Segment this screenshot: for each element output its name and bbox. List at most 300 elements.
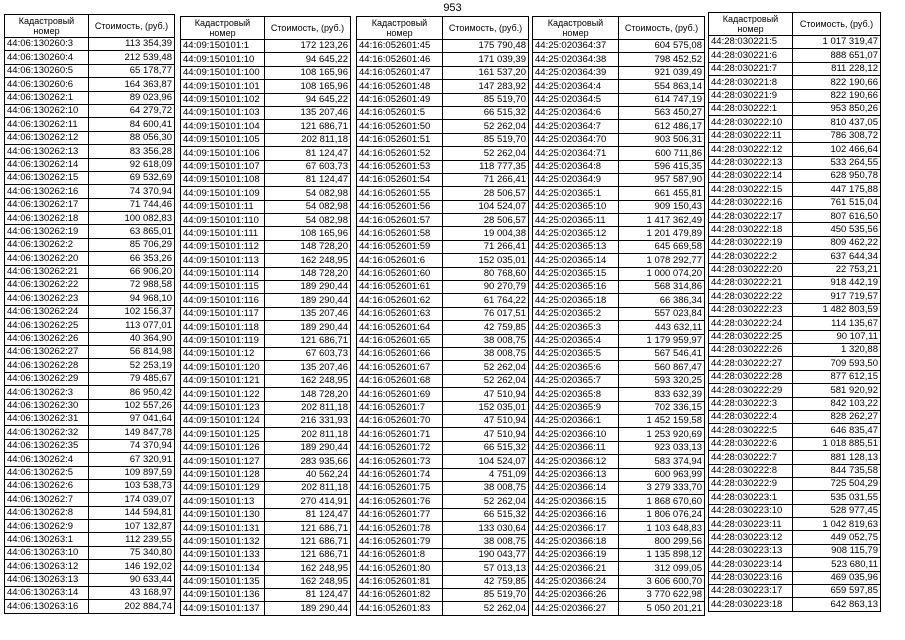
table-row [181, 575, 351, 588]
cost-cell: 67 320,91 [89, 453, 175, 466]
cost-cell: 81 124,47 [265, 508, 351, 521]
cadastral-number-cell: 44:09:150101:129 [181, 481, 265, 494]
cost-cell: 881 128,13 [793, 451, 881, 464]
cost-cell: 807 616,50 [793, 210, 881, 223]
cost-cell: 1 868 670,60 [619, 495, 705, 508]
cadastral-number-cell: 44:25:020366:13 [533, 468, 619, 481]
cadastral-number-cell: 44:25:020366:26 [533, 589, 619, 602]
table-row [5, 91, 175, 104]
cadastral-number-cell: 44:09:150101:104 [181, 120, 265, 133]
cadastral-number-cell: 44:09:150101:13 [181, 495, 265, 508]
table-row [709, 250, 881, 263]
cadastral-number-cell: 44:06:130262:9 [5, 520, 89, 533]
cost-cell: 47 510,94 [443, 428, 529, 441]
cadastral-number-cell: 44:28:030222:15 [709, 183, 793, 196]
cadastral-number-cell: 44:16:052601:8 [357, 548, 443, 561]
table-row [181, 361, 351, 374]
cost-cell: 557 023,84 [619, 307, 705, 320]
table-row [533, 495, 705, 508]
table-row [181, 321, 351, 334]
cost-cell: 40 562,24 [265, 468, 351, 481]
cost-cell: 888 651,07 [793, 49, 881, 62]
table-row [533, 133, 705, 146]
cadastral-number-cell: 44:28:030222:10 [709, 116, 793, 129]
cost-cell: 52 262,04 [443, 120, 529, 133]
cadastral-number-cell: 44:28:030222:17 [709, 210, 793, 223]
table-row [357, 160, 529, 173]
table-row [533, 575, 705, 588]
table-row [533, 120, 705, 133]
table-row [709, 143, 881, 156]
table-row [181, 227, 351, 240]
table-row [181, 106, 351, 119]
table-row [709, 585, 881, 598]
cadastre-table [4, 14, 175, 614]
cadastral-number-cell: 44:16:052601:74 [357, 468, 443, 481]
cost-cell: 957 587,90 [619, 173, 705, 186]
table-row [5, 426, 175, 439]
table-row [533, 267, 705, 280]
table-row [5, 386, 175, 399]
cadastral-number-cell: 44:09:150101:100 [181, 66, 265, 79]
cadastral-number-cell: 44:28:030223:13 [709, 544, 793, 557]
cadastral-number-cell: 44:09:150101:110 [181, 214, 265, 227]
cost-cell: 63 865,01 [89, 225, 175, 238]
cadastral-number-cell: 44:06:130262:16 [5, 185, 89, 198]
cost-cell: 121 686,71 [265, 334, 351, 347]
cadastral-number-cell: 44:09:150101:127 [181, 455, 265, 468]
cadastral-number-cell: 44:16:052601:55 [357, 187, 443, 200]
table-row [709, 236, 881, 249]
table-row [357, 227, 529, 240]
cost-cell: 86 950,42 [89, 386, 175, 399]
table-row [5, 372, 175, 385]
cadastre-table [708, 12, 881, 612]
table-row [533, 200, 705, 213]
cadastral-number-cell: 44:28:030222:6 [709, 437, 793, 450]
cadastral-number-cell: 44:09:150101:128 [181, 468, 265, 481]
cadastral-number-cell: 44:09:150101:112 [181, 240, 265, 253]
table-row [181, 441, 351, 454]
table-row [533, 307, 705, 320]
cost-cell: 3 770 622,98 [619, 589, 705, 602]
cost-cell: 162 248,95 [265, 575, 351, 588]
cost-cell: 596 415,35 [619, 160, 705, 173]
cadastral-number-cell: 44:28:030222:22 [709, 290, 793, 303]
cost-cell: 190 043,77 [443, 548, 529, 561]
table-row [533, 281, 705, 294]
cadastre-table [180, 16, 351, 616]
cadastral-number-cell: 44:16:052601:58 [357, 227, 443, 240]
cadastral-number-cell: 44:09:150101:108 [181, 173, 265, 186]
cost-cell: 283 935,66 [265, 455, 351, 468]
cost-cell: 202 811,18 [265, 428, 351, 441]
table-row [5, 587, 175, 600]
cadastral-number-cell: 44:09:150101:102 [181, 93, 265, 106]
cadastral-number-cell: 44:09:150101:133 [181, 548, 265, 561]
cost-cell: 135 207,46 [265, 106, 351, 119]
cadastral-number-cell: 44:06:130263:12 [5, 560, 89, 573]
cadastral-number-cell: 44:06:130263:13 [5, 573, 89, 586]
cadastral-number-cell: 44:28:030222:11 [709, 129, 793, 142]
cadastral-number-cell: 44:06:130260:3 [5, 38, 89, 51]
cost-cell: 909 150,43 [619, 200, 705, 213]
table-row [533, 53, 705, 66]
table-row [181, 455, 351, 468]
cost-cell: 535 031,55 [793, 491, 881, 504]
table-row [181, 187, 351, 200]
table-row [709, 183, 881, 196]
cost-cell: 81 124,47 [265, 147, 351, 160]
cadastral-number-cell: 44:28:030222:4 [709, 410, 793, 423]
cost-cell: 614 747,19 [619, 93, 705, 106]
table-row [181, 508, 351, 521]
cadastral-number-cell: 44:25:020366:1 [533, 414, 619, 427]
cost-cell: 449 052,75 [793, 531, 881, 544]
table-row [533, 562, 705, 575]
table-row [357, 334, 529, 347]
cadastral-number-cell: 44:28:030222:27 [709, 357, 793, 370]
cost-cell: 52 262,04 [443, 361, 529, 374]
table-row [533, 334, 705, 347]
cost-cell: 113 077,01 [89, 319, 175, 332]
cost-cell: 923 033,13 [619, 441, 705, 454]
cadastral-number-cell: 44:25:020365:5 [533, 347, 619, 360]
cost-cell: 1 452 159,58 [619, 414, 705, 427]
cost-cell: 877 612,15 [793, 370, 881, 383]
cost-cell: 1 179 959,97 [619, 334, 705, 347]
cadastral-number-cell: 44:16:052601:48 [357, 80, 443, 93]
table-row [5, 345, 175, 358]
table-row [533, 347, 705, 360]
table-row [5, 506, 175, 519]
table-row [709, 357, 881, 370]
table-row [5, 600, 175, 613]
table-row [357, 441, 529, 454]
cadastral-number-cell: 44:06:130263:16 [5, 600, 89, 613]
table-row [709, 62, 881, 75]
cost-cell: 554 863,14 [619, 80, 705, 93]
cost-cell: 103 538,73 [89, 479, 175, 492]
cost-cell: 661 455,81 [619, 187, 705, 200]
cost-cell: 135 207,46 [265, 307, 351, 320]
table-row [357, 66, 529, 79]
cadastral-number-cell: 44:28:030221:6 [709, 49, 793, 62]
cost-cell: 189 290,44 [265, 321, 351, 334]
cost-cell: 612 486,17 [619, 120, 705, 133]
cost-cell: 312 099,05 [619, 562, 705, 575]
table-row [709, 451, 881, 464]
table-row [181, 173, 351, 186]
cost-cell: 90 633,44 [89, 573, 175, 586]
cadastral-number-cell: 44:25:020365:1 [533, 187, 619, 200]
cost-cell: 52 262,04 [443, 374, 529, 387]
table-row [357, 214, 529, 227]
table-row [5, 38, 175, 51]
cadastral-number-cell: 44:25:020365:9 [533, 401, 619, 414]
table-row [357, 522, 529, 535]
cadastral-number-cell: 44:09:150101:134 [181, 562, 265, 575]
cost-cell: 109 897,59 [89, 466, 175, 479]
cadastral-number-cell: 44:16:052601:67 [357, 361, 443, 374]
cost-cell: 189 290,44 [265, 281, 351, 294]
table-row [709, 343, 881, 356]
table-row [5, 439, 175, 452]
table-row [357, 80, 529, 93]
cost-cell: 809 462,22 [793, 236, 881, 249]
cadastral-number-cell: 44:16:052601:61 [357, 281, 443, 294]
table-row [357, 347, 529, 360]
cost-cell: 1 806 076,24 [619, 508, 705, 521]
cadastral-number-cell: 44:16:052601:62 [357, 294, 443, 307]
cost-cell: 28 506,57 [443, 214, 529, 227]
table-row [709, 169, 881, 182]
cost-cell: 92 618,09 [89, 158, 175, 171]
table-row [357, 589, 529, 602]
table-row [533, 294, 705, 307]
cost-cell: 798 452,52 [619, 53, 705, 66]
cadastral-number-cell: 44:16:052601:80 [357, 562, 443, 575]
cadastral-number-cell: 44:06:130262:26 [5, 332, 89, 345]
table-row [709, 544, 881, 557]
table-row [357, 535, 529, 548]
cadastral-number-cell: 44:06:130262:7 [5, 493, 89, 506]
cost-cell: 66 515,32 [443, 508, 529, 521]
cadastral-number-cell: 44:09:150101:119 [181, 334, 265, 347]
cadastral-number-cell: 44:25:020365:12 [533, 227, 619, 240]
cost-cell: 645 669,58 [619, 240, 705, 253]
cost-cell: 113 354,39 [89, 38, 175, 51]
cadastral-number-cell: 44:16:052601:47 [357, 66, 443, 79]
cadastral-number-cell: 44:06:130262:29 [5, 372, 89, 385]
cadastral-number-cell: 44:16:052601:68 [357, 374, 443, 387]
cadastral-number-cell: 44:09:150101:11 [181, 200, 265, 213]
table-row [181, 347, 351, 360]
cost-cell: 581 920,92 [793, 384, 881, 397]
cost-cell: 161 537,20 [443, 66, 529, 79]
table-row [181, 267, 351, 280]
table-row [5, 573, 175, 586]
table-row [533, 548, 705, 561]
table-row [5, 453, 175, 466]
cost-cell: 108 165,96 [265, 66, 351, 79]
table-row [5, 546, 175, 559]
cost-cell: 1 135 898,12 [619, 548, 705, 561]
cadastral-number-cell: 44:06:130263:10 [5, 546, 89, 559]
table-row [357, 428, 529, 441]
cost-cell: 90 107,11 [793, 330, 881, 343]
cost-cell: 71 744,46 [89, 198, 175, 211]
table-row [181, 589, 351, 602]
cost-cell: 1 103 648,83 [619, 522, 705, 535]
cost-cell: 107 132,87 [89, 520, 175, 533]
cadastral-number-cell: 44:09:150101:130 [181, 508, 265, 521]
page-number: 953 [443, 2, 462, 14]
table-row [5, 493, 175, 506]
table-row [5, 51, 175, 64]
table-row [357, 307, 529, 320]
cost-cell: 646 835,47 [793, 424, 881, 437]
cost-cell: 1 017 319,47 [793, 36, 881, 49]
cadastral-number-cell: 44:28:030223:10 [709, 504, 793, 517]
cadastral-number-cell: 44:09:150101:105 [181, 133, 265, 146]
cost-cell: 1 253 920,69 [619, 428, 705, 441]
table-row [533, 481, 705, 494]
cadastral-number-cell: 44:28:030223:18 [709, 598, 793, 611]
cost-cell: 89 023,96 [89, 91, 175, 104]
table-row [533, 187, 705, 200]
cost-cell: 148 728,20 [265, 388, 351, 401]
table-row [5, 533, 175, 546]
cadastral-number-cell: 44:25:020364:6 [533, 106, 619, 119]
table-row [181, 40, 351, 53]
cadastral-number-cell: 44:06:130263:1 [5, 533, 89, 546]
cadastral-number-cell: 44:25:020366:27 [533, 602, 619, 615]
cost-cell: 40 364,90 [89, 332, 175, 345]
cost-cell: 66 906,20 [89, 265, 175, 278]
cost-cell: 583 374,94 [619, 455, 705, 468]
cost-cell: 175 790,48 [443, 40, 529, 53]
table-row [533, 227, 705, 240]
cadastral-number-cell: 44:16:052601:60 [357, 267, 443, 280]
cadastral-number-cell: 44:25:020365:3 [533, 321, 619, 334]
cadastral-number-cell: 44:25:020364:9 [533, 173, 619, 186]
cost-cell: 1 320,88 [793, 343, 881, 356]
cost-cell: 85 706,29 [89, 238, 175, 251]
cadastral-number-cell: 44:16:052601:50 [357, 120, 443, 133]
table-row [533, 173, 705, 186]
table-row [5, 520, 175, 533]
cost-cell: 174 039,07 [89, 493, 175, 506]
table-row [181, 281, 351, 294]
header-cost: Стоимость, (руб.) [265, 17, 351, 40]
table-row [357, 187, 529, 200]
cost-cell: 921 039,49 [619, 66, 705, 79]
cadastral-number-cell: 44:28:030222:25 [709, 330, 793, 343]
table-row [533, 522, 705, 535]
cost-cell: 121 686,71 [265, 535, 351, 548]
cadastral-number-cell: 44:06:130262:30 [5, 399, 89, 412]
cost-cell: 47 510,94 [443, 388, 529, 401]
table-row [357, 294, 529, 307]
header-code: Кадастровый номер [709, 13, 793, 36]
cost-cell: 189 290,44 [265, 294, 351, 307]
cadastral-number-cell: 44:28:030221:5 [709, 36, 793, 49]
cost-cell: 164 363,87 [89, 78, 175, 91]
table-row [709, 223, 881, 236]
cost-cell: 5 050 201,21 [619, 602, 705, 615]
cost-cell: 102 156,37 [89, 305, 175, 318]
cadastral-number-cell: 44:28:030222:16 [709, 196, 793, 209]
cadastral-number-cell: 44:28:030222:29 [709, 384, 793, 397]
cost-cell: 43 168,97 [89, 587, 175, 600]
cost-cell: 533 264,55 [793, 156, 881, 169]
cost-cell: 162 248,95 [265, 254, 351, 267]
table-row [709, 397, 881, 410]
table-row [5, 145, 175, 158]
cost-cell: 162 248,95 [265, 374, 351, 387]
cadastral-number-cell: 44:06:130262:13 [5, 145, 89, 158]
cadastral-number-cell: 44:28:030221:9 [709, 89, 793, 102]
cost-cell: 38 008,75 [443, 334, 529, 347]
cadastral-number-cell: 44:16:052601:56 [357, 200, 443, 213]
table-row [533, 468, 705, 481]
header-cost: Стоимость, (руб.) [443, 17, 529, 40]
cadastral-number-cell: 44:06:130262:8 [5, 506, 89, 519]
cadastral-number-cell: 44:16:052601:75 [357, 481, 443, 494]
cadastral-number-cell: 44:28:030222:5 [709, 424, 793, 437]
cadastral-number-cell: 44:28:030222:3 [709, 397, 793, 410]
cost-cell: 114 135,67 [793, 317, 881, 330]
cadastral-number-cell: 44:28:030222:7 [709, 451, 793, 464]
table-row [357, 200, 529, 213]
cost-cell: 64 279,72 [89, 104, 175, 117]
cost-cell: 54 082,98 [265, 214, 351, 227]
cost-cell: 560 867,47 [619, 361, 705, 374]
cadastral-number-cell: 44:06:130262:6 [5, 479, 89, 492]
table-row [181, 80, 351, 93]
table-row [709, 156, 881, 169]
table-row [533, 361, 705, 374]
table-row [181, 414, 351, 427]
cadastral-number-cell: 44:16:052601:51 [357, 133, 443, 146]
cadastral-number-cell: 44:28:030222:24 [709, 317, 793, 330]
table-row [533, 106, 705, 119]
table-row [5, 185, 175, 198]
cost-cell: 1 417 362,49 [619, 214, 705, 227]
cadastral-number-cell: 44:25:020364:8 [533, 160, 619, 173]
table-row [709, 330, 881, 343]
cadastral-number-cell: 44:25:020364:38 [533, 53, 619, 66]
table-row [5, 171, 175, 184]
cadastral-number-cell: 44:06:130262:24 [5, 305, 89, 318]
cadastral-number-cell: 44:06:130262:17 [5, 198, 89, 211]
table-row [181, 548, 351, 561]
cadastral-number-cell: 44:25:020366:21 [533, 562, 619, 575]
table-row [533, 535, 705, 548]
cost-cell: 212 539,48 [89, 51, 175, 64]
cadastral-number-cell: 44:09:150101:107 [181, 160, 265, 173]
cost-cell: 725 504,29 [793, 477, 881, 490]
table-row [357, 106, 529, 119]
cost-cell: 52 253,19 [89, 359, 175, 372]
table-row [181, 66, 351, 79]
table-row [709, 317, 881, 330]
cadastral-number-cell: 44:09:150101:132 [181, 535, 265, 548]
cost-cell: 118 777,35 [443, 160, 529, 173]
table-row [533, 374, 705, 387]
table-row [357, 40, 529, 53]
cost-cell: 102 466,64 [793, 143, 881, 156]
table-row [709, 370, 881, 383]
cadastral-number-cell: 44:06:130262:10 [5, 104, 89, 117]
cadastral-number-cell: 44:09:150101:115 [181, 281, 265, 294]
cadastral-number-cell: 44:06:130262:11 [5, 118, 89, 131]
table-row [533, 589, 705, 602]
cost-cell: 523 680,11 [793, 558, 881, 571]
cost-cell: 844 735,58 [793, 464, 881, 477]
cadastral-number-cell: 44:28:030222:9 [709, 477, 793, 490]
cadastral-number-cell: 44:16:052601:7 [357, 401, 443, 414]
header-code: Кадастровый номер [357, 17, 443, 40]
cost-cell: 148 728,20 [265, 240, 351, 253]
cadastral-number-cell: 44:16:052601:65 [357, 334, 443, 347]
cadastral-number-cell: 44:16:052601:54 [357, 173, 443, 186]
table-row [533, 428, 705, 441]
table-row [709, 49, 881, 62]
cost-cell: 56 814,98 [89, 345, 175, 358]
cost-cell: 189 290,44 [265, 441, 351, 454]
